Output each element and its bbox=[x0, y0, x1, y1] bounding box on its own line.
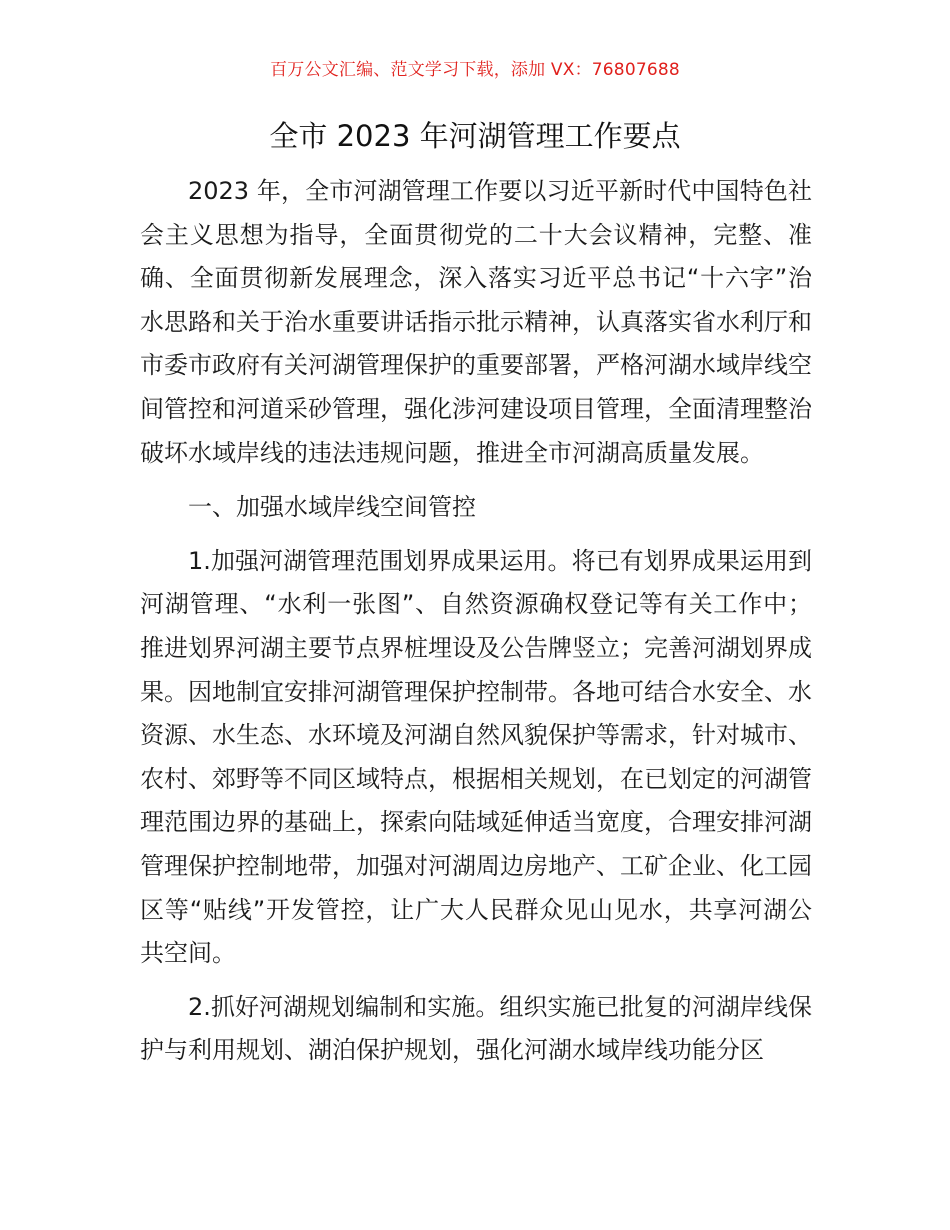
paragraph-intro: 2023 年，全市河湖管理工作要以习近平新时代中国特色社会主义思想为指导，全面贯彻党的二十大会议精神，完整、准确、全面贯彻新发展理念，深入落实习近平总书记“十六字”治水思路和关于治水重要讲话指示批示精神，认真落实省水利厅和市委市政府有关河湖管理保护的重要部署，严格河湖水域岸线空间管控和河道采砂管理，强化涉河建设项目管理，全面清理整治破坏水域岸线的违法违规问题，推进全市河湖高质量发展。 bbox=[140, 177, 812, 467]
paragraph-item-1: 1.加强河湖管理范围划界成果运用。将已有划界成果运用到河湖管理、“水利一张图”、自然资源确权登记等有关工作中；推进划界河湖主要节点界桩埋设及公告牌竖立；完善河湖划界成果。因地制宜安排河湖管理保护控制带。各地可结合水安全、水资源、水生态、水环境及河湖自然风貌保护等需求，针对城市、农村、郊野等不同区域特点，根据相关规划，在已划定的河湖管理范围边界的基础上，探索向陆域延伸适当宽度，合理安排河湖管理保护控制地带，加强对河湖周边房地产、工矿企业、化工园区等“贴线”开发管控，让广大人民群众见山见水，共享河湖公共空间。 bbox=[140, 546, 812, 968]
page-title: 全市 2023 年河湖管理工作要点 bbox=[269, 119, 681, 153]
header-watermark: 百万公文汇编、范文学习下载，添加 VX：76807688 bbox=[270, 60, 680, 80]
section-heading-1: 一、加强水域岸线空间管控 bbox=[188, 493, 476, 522]
paragraph-item-2: 2.抓好河湖规划编制和实施。组织实施已批复的河湖岸线保护与利用规划、湖泊保护规划，强化河湖水域岸线功能分区 bbox=[140, 992, 812, 1065]
document-body bbox=[140, 170, 812, 1073]
